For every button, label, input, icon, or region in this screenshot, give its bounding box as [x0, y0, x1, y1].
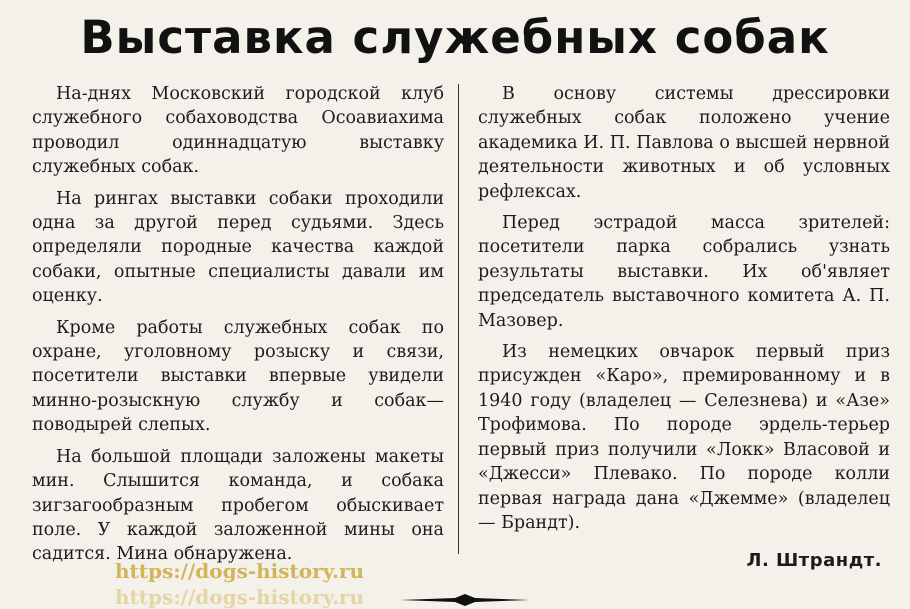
left-paragraph-1: На-днях Московский городской клуб служебного собаховодства Осоавиахима проводил одиннадцатую выставку служебных собак. — [32, 84, 444, 178]
right-paragraph-1: В основу системы дрессировки служебных собак положено учение академика И. П. Павлова о высшей нервной деятельности животных и об условных рефлексах. — [478, 84, 890, 202]
watermark-url: https://dogs-history.ru — [115, 559, 365, 583]
article-headline: Выставка служебных собак — [80, 11, 830, 64]
left-paragraph-2: На рингах выставки собаки проходили одна за другой перед судьями. Здесь определяли породные качества каждой собаки, опытные специалисты давали им оценку. — [32, 188, 444, 307]
right-paragraph-3: Из немецких овчарок первый приз присужден «Каро», премированному и в 1940 году (владелец — Селезнева) и «Азе» Трофимова. По породе эрдель-терьер первый приз получили «Локк» Власовой и «Джесси» Плевако. По породе колли первая награда дана «Джемме» (владелец— Брандт). — [478, 342, 890, 533]
right-paragraph-2: Перед эстрадой масса зрителей: посетители парка собрались узнать результаты выставки. Их об'являет председатель выставочного комитета А. П. Мазовер. — [478, 213, 890, 331]
left-paragraph-3: Кроме работы служебных собак по охране, уголовному розыску и связи, посетители выставки впервые увидели минно-розыскную службу и собак—поводырей слепых. — [32, 317, 444, 436]
column-divider — [458, 84, 459, 554]
ornament-rule — [400, 594, 530, 606]
left-column — [32, 82, 444, 574]
left-paragraph-4: На большой площади заложены макеты мин. Слышится команда, и собака зигзагообразным пробегом обыскивает поле. У каждой заложенной мины она садится. Мина обнаружена. — [32, 446, 444, 565]
watermark-url-shadow: https://dogs-history.ru — [115, 585, 365, 609]
right-column — [478, 82, 890, 542]
author-signature: Л. Штрандт. — [746, 550, 882, 571]
